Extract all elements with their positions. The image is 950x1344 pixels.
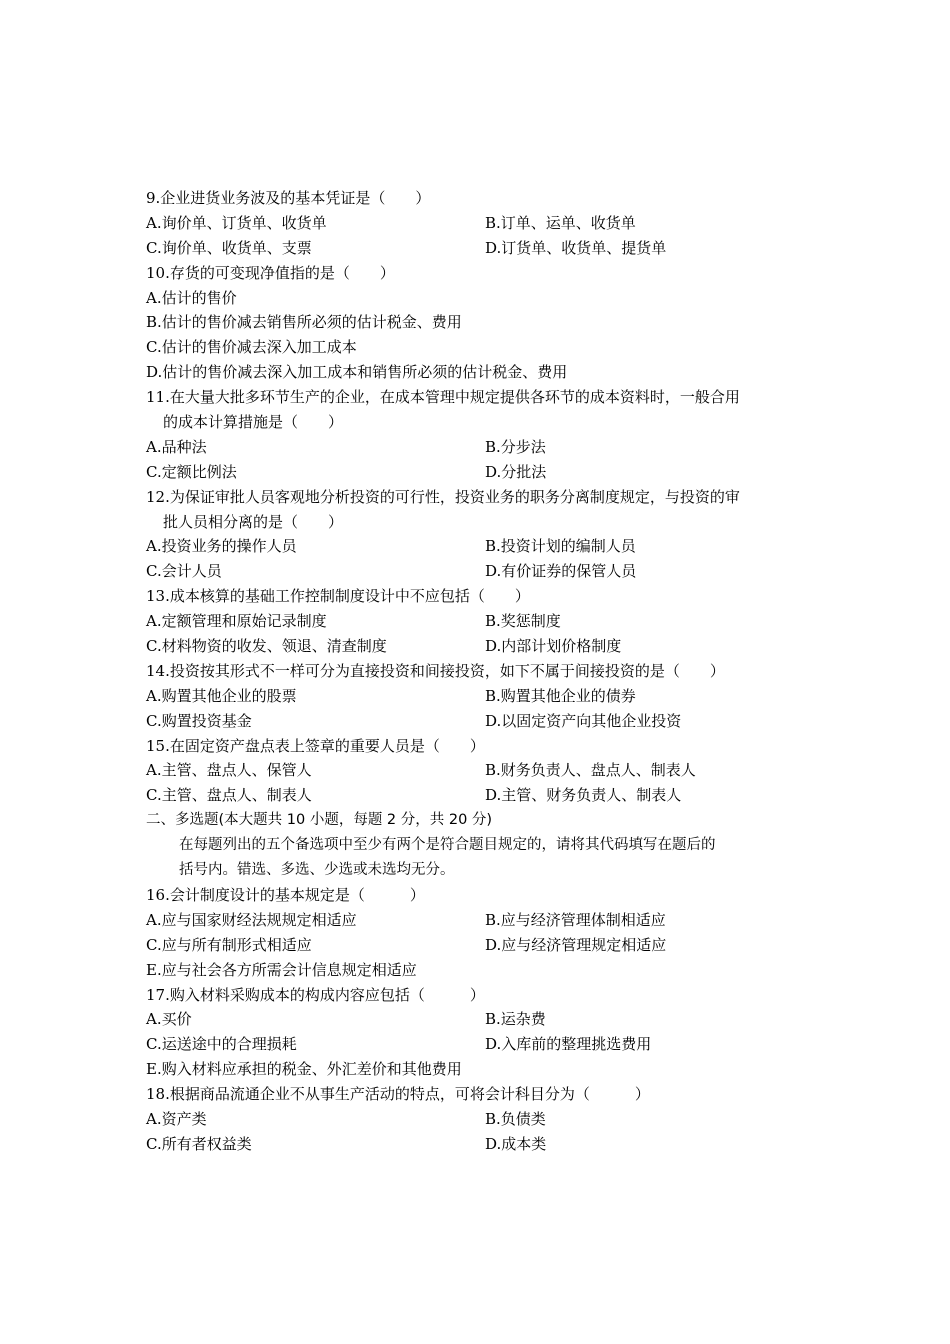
question-stem: 15.在固定资产盘点表上签章的重要人员是（ ）: [146, 736, 485, 755]
option-d: D.有价证券的保管人员: [485, 562, 637, 581]
option-b: B.估计的售价减去销售所必须的估计税金、费用: [146, 313, 462, 332]
option-c: C.会计人员: [146, 562, 222, 581]
question-stem: 16.会计制度设计的基本规定是（ ）: [146, 885, 425, 904]
option-a: A.品种法: [146, 437, 207, 456]
option-c: C.购置投资基金: [146, 711, 252, 730]
option-c: C.所有者权益类: [146, 1134, 252, 1153]
option-c: C.定额比例法: [146, 462, 237, 481]
option-d: D.成本类: [485, 1134, 547, 1153]
option-b: B.投资计划的编制人员: [485, 537, 636, 556]
options-row: [146, 236, 826, 261]
options-row: [146, 1007, 826, 1032]
option-b: B.应与经济管理体制相适应: [485, 910, 666, 929]
option-b: B.订单、运单、收货单: [485, 213, 636, 232]
section-instructions: 在每题列出的五个备选项中至少有两个是符合题目规定的，请将其代码填写在题后的: [179, 837, 716, 854]
question-stem: 18.根据商品流通企业不从事生产活动的特点，可将会计科目分为（ ）: [146, 1085, 650, 1104]
option-c: C.材料物资的收发、领退、清查制度: [146, 637, 387, 656]
options-row: [146, 933, 826, 958]
options-row: [146, 460, 826, 485]
question-stem: 10.存货的可变现净值指的是（ ）: [146, 263, 395, 282]
option-d: D.入库前的整理挑选费用: [485, 1035, 652, 1054]
options-row: [146, 1032, 826, 1057]
options-row: [146, 634, 826, 659]
option-b: B.负债类: [485, 1109, 546, 1128]
option-c: C.应与所有制形式相适应: [146, 935, 312, 954]
options-row: [146, 709, 826, 734]
option-c: C.估计的售价减去深入加工成本: [146, 338, 357, 357]
option-a: A.定额管理和原始记录制度: [146, 612, 327, 631]
options-row: [146, 1107, 826, 1132]
option-d: D.订货单、收货单、提货单: [485, 238, 667, 257]
option-d: D.分批法: [485, 462, 547, 481]
options-row: [146, 559, 826, 584]
options-row: [146, 435, 826, 460]
option-d: D.内部计划价格制度: [485, 637, 622, 656]
option-b: B.财务负责人、盘点人、制表人: [485, 761, 696, 780]
option-c: C.运送途中的合理损耗: [146, 1035, 297, 1054]
option-e: E.购入材料应承担的税金、外汇差价和其他费用: [146, 1060, 462, 1079]
question-stem: 13.成本核算的基础工作控制制度设计中不应包括（ ）: [146, 587, 530, 606]
option-a: A.估计的售价: [146, 288, 237, 307]
options-row: [146, 609, 826, 634]
option-c: C.询价单、收货单、支票: [146, 238, 312, 257]
question-stem-continued: 批人员相分离的是（ ）: [163, 512, 344, 531]
option-d: D.应与经济管理规定相适应: [485, 935, 667, 954]
option-b: B.奖惩制度: [485, 612, 561, 631]
question-stem: 14.投资按其形式不一样可分为直接投资和间接投资，如下不属于间接投资的是（ ）: [146, 661, 725, 680]
question-stem: 9.企业进货业务波及的基本凭证是（ ）: [146, 189, 431, 207]
section-heading: 二、多选题(本大题共 10 小题，每题 2 分，共 20 分): [146, 812, 493, 829]
option-a: A.主管、盘点人、保管人: [146, 761, 312, 780]
section-instructions-continued: 括号内。错选、多选、少选或未选均无分。: [179, 862, 455, 879]
option-a: A.购置其他企业的股票: [146, 686, 297, 705]
options-row: [146, 211, 826, 236]
option-d: D.估计的售价减去深入加工成本和销售所必须的估计税金、费用: [146, 363, 568, 382]
question-stem: 12.为保证审批人员客观地分析投资的可行性，投资业务的职务分离制度规定，与投资的审: [146, 487, 740, 506]
option-d: D.主管、财务负责人、制表人: [485, 786, 682, 805]
options-row: [146, 783, 826, 808]
option-a: A.资产类: [146, 1109, 207, 1128]
options-row: [146, 684, 826, 709]
option-b: B.分步法: [485, 437, 546, 456]
exam-content: [146, 186, 826, 1157]
option-a: A.买价: [146, 1010, 192, 1029]
option-d: D.以固定资产向其他企业投资: [485, 711, 682, 730]
option-e: E.应与社会各方所需会计信息规定相适应: [146, 960, 417, 979]
option-a: A.应与国家财经法规规定相适应: [146, 910, 357, 929]
option-a: A.询价单、订货单、收货单: [146, 213, 327, 232]
option-b: B.运杂费: [485, 1010, 546, 1029]
options-row: [146, 758, 826, 783]
question-stem: 11.在大量大批多环节生产的企业，在成本管理中规定提供各环节的成本资料时，一般合用: [146, 388, 740, 407]
question-stem-continued: 的成本计算措施是（ ）: [163, 413, 344, 432]
option-b: B.购置其他企业的债券: [485, 686, 636, 705]
options-row: [146, 908, 826, 933]
option-a: A.投资业务的操作人员: [146, 537, 297, 556]
options-row: [146, 534, 826, 559]
options-row: [146, 1132, 826, 1157]
question-stem: 17.购入材料采购成本的构成内容应包括（ ）: [146, 985, 485, 1004]
option-c: C.主管、盘点人、制表人: [146, 786, 312, 805]
